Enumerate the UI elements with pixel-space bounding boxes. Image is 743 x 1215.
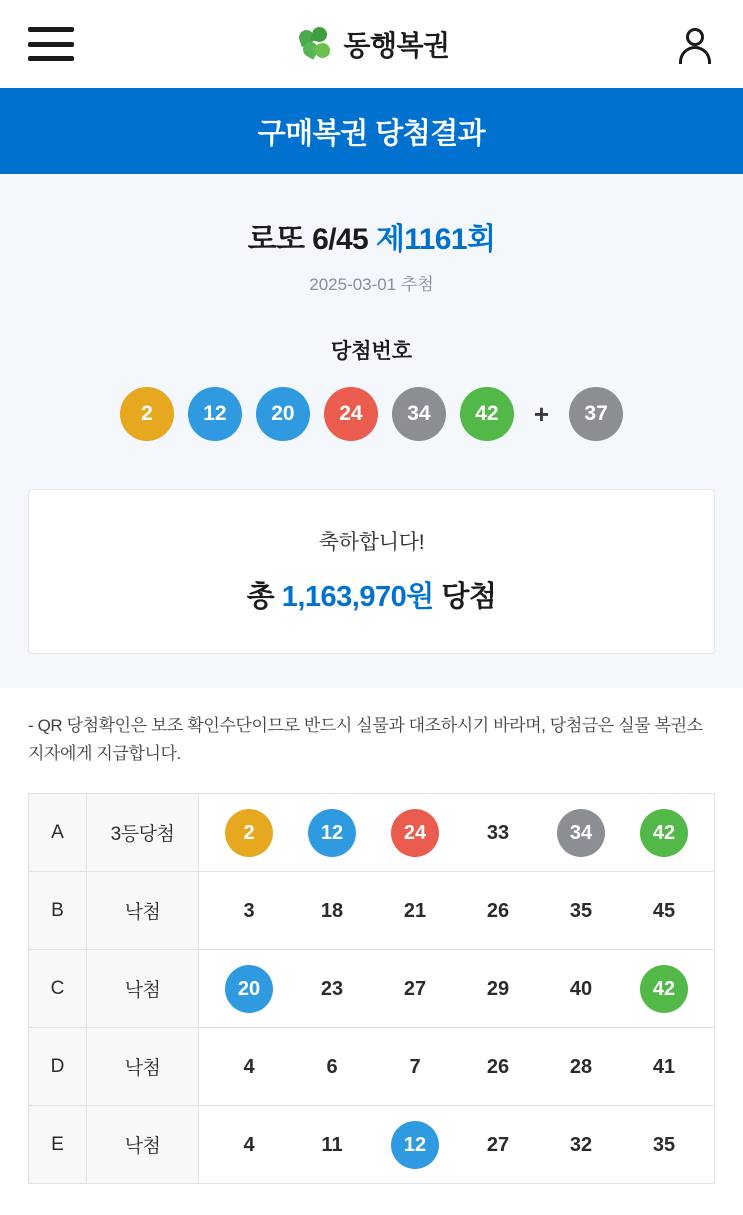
winning-ball: 34 — [392, 387, 446, 441]
row-number: 4 — [243, 1133, 255, 1156]
table-row — [29, 950, 715, 1028]
brand-name: 동행복권 — [343, 30, 450, 61]
page-title: 구매복권 당첨결과 — [257, 117, 486, 150]
ticket-results-table — [28, 793, 715, 1184]
game-name: 로또 6/45 — [247, 223, 369, 256]
bonus-ball: 37 — [569, 387, 623, 441]
row-number: 28 — [569, 1055, 593, 1078]
qr-notice-text: - QR 당첨확인은 보조 확인수단이므로 반드시 실물과 대조하시기 바라며, 당첨금은 실물 복권소지자에게 지급합니다. — [28, 716, 703, 763]
table-row — [29, 1028, 715, 1106]
hamburger-menu-icon[interactable] — [28, 27, 74, 61]
user-account-icon[interactable] — [675, 24, 715, 64]
row-numbers — [199, 794, 715, 872]
congrats-text: 축하합니다! — [318, 531, 425, 554]
row-number: 4 — [243, 1055, 255, 1078]
prize-total-line — [39, 574, 704, 615]
table-row — [29, 794, 715, 872]
row-rank: 낙첨 — [87, 1106, 199, 1184]
row-number: 23 — [320, 977, 344, 1000]
table-row — [29, 1106, 715, 1184]
draw-result-header — [0, 174, 743, 471]
row-number: 18 — [320, 899, 344, 922]
row-rank: 낙첨 — [87, 1028, 199, 1106]
row-rank: 3등당첨 — [87, 794, 199, 872]
row-number: 33 — [486, 821, 510, 844]
row-numbers — [199, 1106, 715, 1184]
winning-numbers-label: 당첨번호 — [330, 340, 413, 363]
row-slot: C — [29, 950, 87, 1028]
row-number: 34 — [557, 809, 605, 857]
row-slot: D — [29, 1028, 87, 1106]
row-number: 11 — [321, 1133, 343, 1156]
row-number: 26 — [486, 1055, 510, 1078]
user-body-shape — [679, 46, 711, 64]
row-number: 35 — [652, 1133, 676, 1156]
prize-total-prefix: 총 — [246, 581, 275, 613]
row-number: 12 — [308, 809, 356, 857]
game-round-line — [0, 214, 743, 258]
table-row — [29, 872, 715, 950]
row-number: 42 — [640, 965, 688, 1013]
row-number: 20 — [225, 965, 273, 1013]
prize-suffix: 당첨 — [441, 581, 497, 613]
row-number: 29 — [486, 977, 510, 1000]
row-numbers — [199, 1028, 715, 1106]
row-number: 24 — [391, 809, 439, 857]
row-numbers — [199, 872, 715, 950]
winning-ball: 42 — [460, 387, 514, 441]
plus-sign: + — [533, 398, 550, 429]
prize-card — [28, 489, 715, 654]
user-head-shape — [686, 28, 704, 46]
row-slot: A — [29, 794, 87, 872]
ticket-results-table-wrap — [0, 785, 743, 1184]
top-navigation-bar — [0, 0, 743, 88]
winning-ball: 24 — [324, 387, 378, 441]
winning-ball: 20 — [256, 387, 310, 441]
bottom-spacer — [0, 1184, 743, 1215]
row-rank: 낙첨 — [87, 872, 199, 950]
row-number: 45 — [652, 899, 676, 922]
row-number: 27 — [403, 977, 427, 1000]
hamburger-line — [28, 42, 74, 47]
prize-section — [0, 471, 743, 688]
row-rank: 낙첨 — [87, 950, 199, 1028]
row-number: 42 — [640, 809, 688, 857]
hamburger-line — [28, 27, 74, 32]
prize-amount: 1,163,970원 — [281, 581, 434, 613]
row-slot: B — [29, 872, 87, 950]
row-number: 35 — [569, 899, 593, 922]
row-number: 40 — [569, 977, 593, 1000]
row-number: 32 — [569, 1133, 593, 1156]
row-number: 21 — [403, 899, 427, 922]
winning-ball: 2 — [120, 387, 174, 441]
draw-date: 2025-03-01 추첨 — [309, 275, 434, 294]
row-number: 3 — [243, 899, 255, 922]
row-number: 26 — [486, 899, 510, 922]
hamburger-line — [28, 56, 74, 61]
row-number: 6 — [326, 1055, 338, 1078]
winning-numbers-row — [0, 387, 743, 441]
winning-ball: 12 — [188, 387, 242, 441]
brand-logo[interactable] — [299, 24, 449, 64]
row-number: 41 — [652, 1055, 676, 1078]
page-title-band — [0, 88, 743, 174]
clover-logo-icon — [299, 27, 333, 61]
row-number: 27 — [486, 1133, 510, 1156]
row-slot: E — [29, 1106, 87, 1184]
round-number: 제1161회 — [375, 223, 496, 256]
row-number: 12 — [391, 1121, 439, 1169]
row-number: 2 — [225, 809, 273, 857]
row-number: 7 — [409, 1055, 421, 1078]
row-numbers — [199, 950, 715, 1028]
